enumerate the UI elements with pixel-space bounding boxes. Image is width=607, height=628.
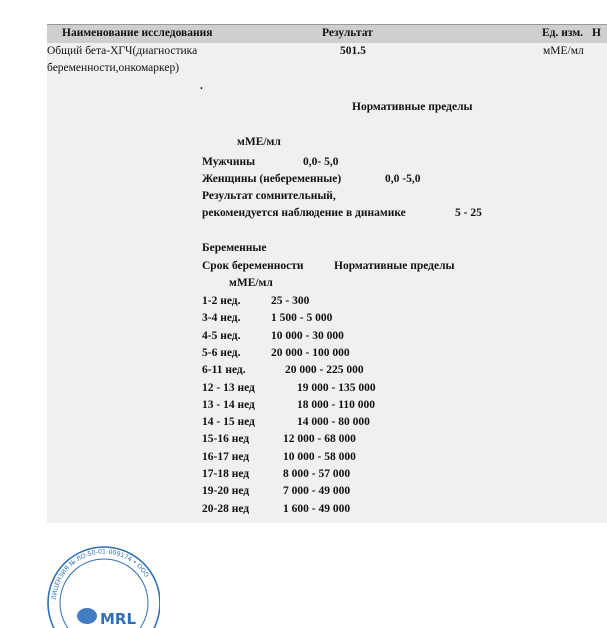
women-line xyxy=(202,173,421,185)
test-result-value: 501.5 xyxy=(340,45,366,57)
pregnancy-week-term: 19-20 нед xyxy=(202,485,250,498)
pregnancy-week-row xyxy=(202,329,344,342)
pregnancy-week-term: 6-11 нед. xyxy=(202,364,246,377)
pregnancy-week-range: 20 000 - 225 000 xyxy=(285,364,364,377)
women-label: Женщины (небеременные) xyxy=(202,173,342,185)
clinic-stamp xyxy=(42,528,160,628)
doubtful-text: рекомендуется наблюдение в динамике xyxy=(202,207,406,219)
pregnancy-week-range: 8 000 - 57 000 xyxy=(283,468,351,480)
pregnancy-week-term: 12 - 13 нед xyxy=(202,381,255,394)
pregnancy-week-term: 3-4 нед. xyxy=(202,312,241,325)
pregnancy-week-row xyxy=(202,416,370,429)
test-name-line2: беременности,онкомаркер) xyxy=(47,62,180,74)
pregnancy-week-range: 10 000 - 30 000 xyxy=(271,329,344,342)
pregnancy-week-row xyxy=(202,433,356,446)
stamp-globe-icon xyxy=(77,608,97,624)
pregnancy-week-range: 14 000 - 80 000 xyxy=(297,416,370,429)
pregnancy-week-row xyxy=(202,295,310,307)
test-name-line1: Общий бета-ХГЧ(диагностика xyxy=(47,45,198,57)
men-label: Мужчины xyxy=(202,156,256,168)
pregnancy-week-row xyxy=(202,312,333,325)
men-line xyxy=(202,156,339,168)
header-extra: Н xyxy=(592,27,601,39)
test-result-unit: мМЕ/мл xyxy=(543,45,584,57)
preg-term-header: Срок беременности xyxy=(202,260,304,272)
pregnancy-week-range: 10 000 - 58 000 xyxy=(283,450,356,463)
pregnant-label: Беременные xyxy=(202,242,267,254)
pregnancy-week-term: 1-2 нед. xyxy=(202,295,241,307)
pregnancy-week-term: 4-5 нед. xyxy=(202,329,241,342)
pregnancy-week-range: 1 500 - 5 000 xyxy=(271,312,333,325)
reference-title: Нормативные пределы xyxy=(352,101,473,113)
pregnancy-week-term: 16-17 нед xyxy=(202,450,250,463)
pregnancy-week-row xyxy=(202,450,356,463)
pregnancy-week-term: 5-6 нед. xyxy=(202,346,241,359)
pregnancy-week-term: 14 - 15 нед xyxy=(202,416,255,429)
pregnancy-week-row xyxy=(202,346,350,359)
bullet-dot: . xyxy=(200,80,203,92)
pregnancy-week-row xyxy=(202,381,376,394)
pregnancy-week-range: 25 - 300 xyxy=(271,295,310,307)
reference-unit: мМЕ/мл xyxy=(237,136,281,148)
pregnancy-week-range: 18 000 - 110 000 xyxy=(297,398,375,411)
pregnancy-week-row xyxy=(202,398,375,411)
men-range: 0,0- 5,0 xyxy=(303,156,339,168)
table-header xyxy=(47,24,607,44)
pregnancy-table-header xyxy=(202,260,455,272)
pregnancy-week-row xyxy=(202,485,351,498)
stamp-logo-text: MRL xyxy=(100,610,137,628)
stamp-ring-text: ЛИЦЕНЗИЯ № ЛО-50-01-009174 • ООО xyxy=(50,548,150,601)
preg-limits-header: Нормативные пределы xyxy=(334,260,455,272)
pregnancy-week-term: 20-28 нед xyxy=(202,502,250,515)
pregnancy-week-range: 12 000 - 68 000 xyxy=(283,433,356,446)
doubtful-range: 5 - 25 xyxy=(455,207,482,219)
pregnancy-week-range: 1 600 - 49 000 xyxy=(283,502,351,515)
pregnancy-week-range: 19 000 - 135 000 xyxy=(297,381,376,394)
pregnancy-week-term: 15-16 нед xyxy=(202,433,250,446)
doubtful-line2 xyxy=(202,207,482,219)
pregnancy-week-range: 20 000 - 100 000 xyxy=(271,346,350,359)
pregnancy-week-range: 7 000 - 49 000 xyxy=(283,485,351,498)
pregnancy-week-row xyxy=(202,468,351,480)
women-range: 0,0 -5,0 xyxy=(385,173,421,185)
header-name: Наименование исследования xyxy=(62,27,213,39)
pregnancy-week-row xyxy=(202,502,351,515)
preg-unit: мМЕ/мл xyxy=(229,277,273,289)
header-unit: Ед. изм. xyxy=(542,27,584,39)
pregnancy-week-term: 17-18 нед xyxy=(202,468,250,480)
header-result: Результат xyxy=(322,27,373,39)
doubtful-line1: Результат сомнительный, xyxy=(202,190,336,202)
pregnancy-week-term: 13 - 14 нед xyxy=(202,398,255,411)
pregnancy-week-row xyxy=(202,364,364,377)
